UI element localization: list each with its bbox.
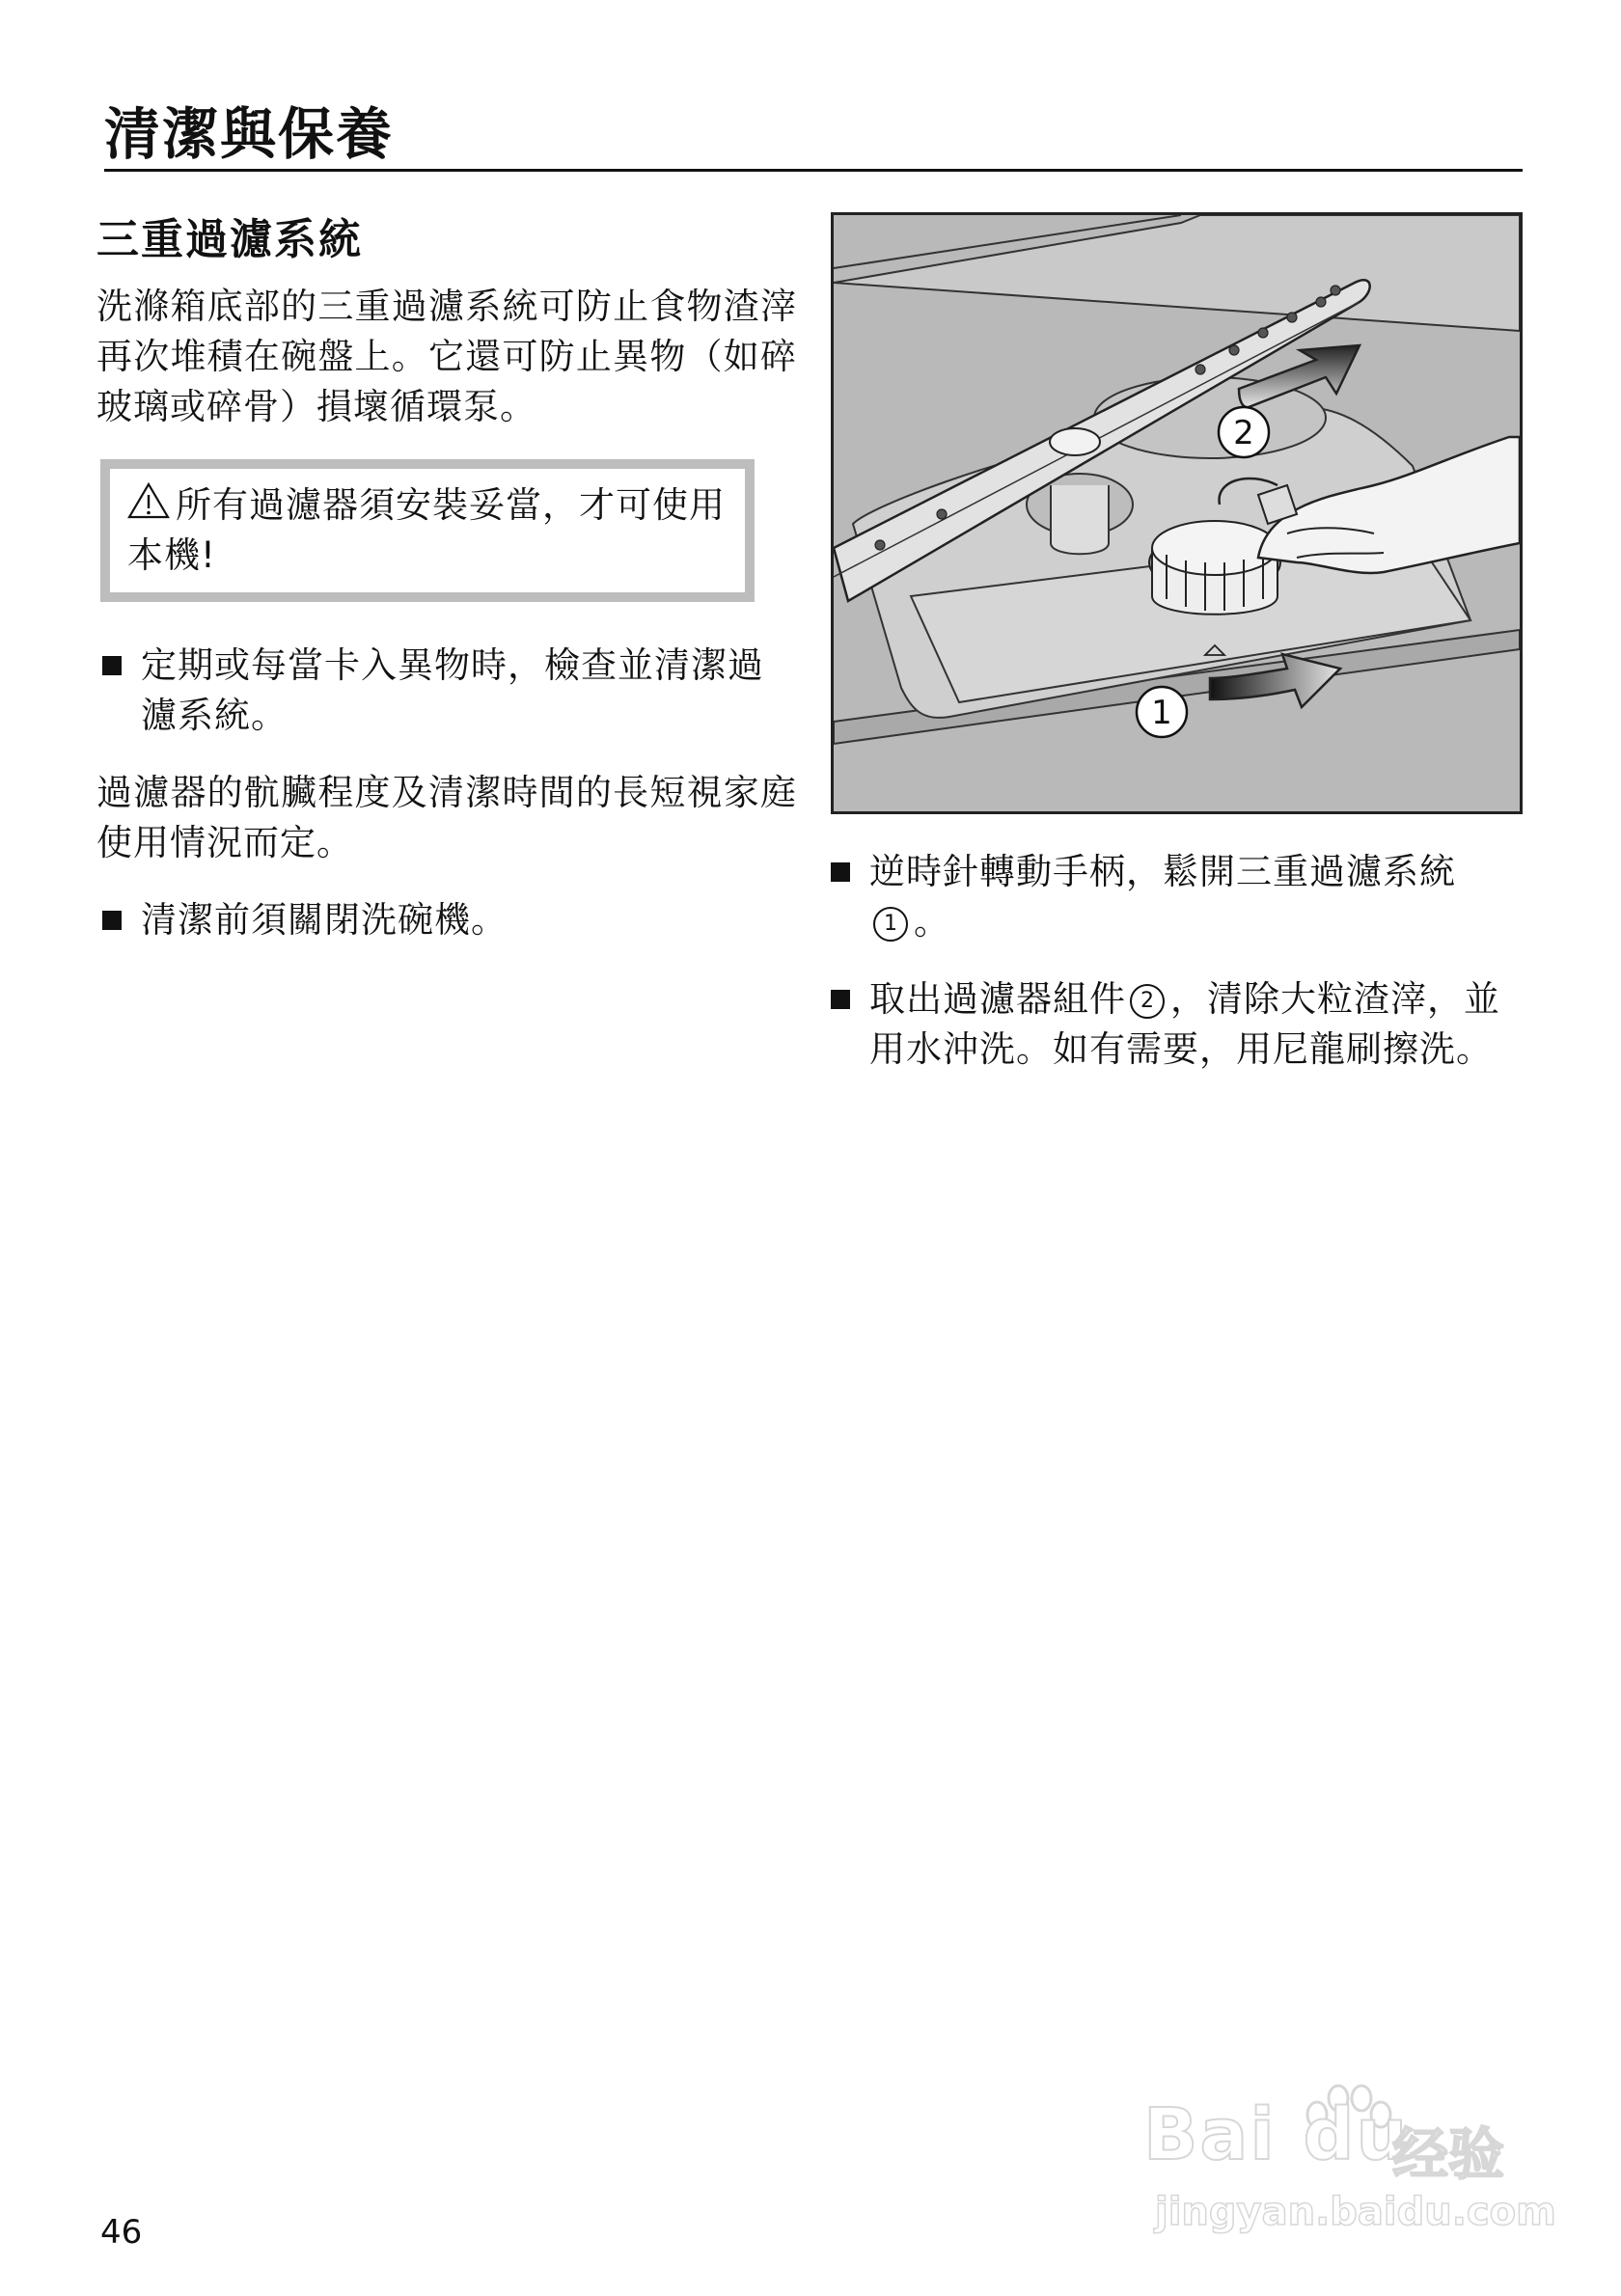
callout-2: 2	[1233, 414, 1254, 452]
page-number: 46	[100, 2213, 143, 2252]
left-column	[96, 282, 797, 972]
right-column	[825, 847, 1525, 1102]
bullet-text: 定期或每當卡入異物時，檢查並清潔過濾系統。	[141, 644, 764, 736]
bullet-end: 。	[914, 901, 950, 943]
callout-1: 1	[1151, 694, 1172, 732]
bullet-text-start: 取出過濾器組件	[869, 978, 1126, 1020]
bullet-square-icon	[831, 990, 850, 1009]
bullet-text: 清潔前須關閉洗碗機。	[141, 899, 508, 941]
bullet-square-icon	[102, 656, 122, 675]
step-1-marker: 1	[873, 907, 908, 942]
bullet-text: ，清除大粒渣滓，並用水沖洗。如有需要，用尼龍刷擦洗。	[869, 978, 1500, 1070]
bullet-square-icon	[831, 862, 850, 882]
section-heading: 三重過濾系統	[96, 215, 363, 264]
note-paragraph: 過濾器的骯臟程度及清潔時間的長短視家庭使用情況而定。	[96, 772, 797, 863]
list-item	[96, 895, 797, 945]
baidu-watermark	[1143, 2074, 1556, 2257]
watermark-url: jingyan.baidu.com	[1155, 2190, 1556, 2234]
watermark-cn: 经验	[1392, 2121, 1505, 2187]
warning-text-wrap	[127, 480, 729, 581]
intro-paragraph: 洗滌箱底部的三重過濾系統可防止食物渣滓再次堆積在碗盤上。它還可防止異物（如碎玻璃或碎骨）損壞循環泵。	[96, 286, 797, 427]
watermark-brand: Bai du	[1143, 2093, 1410, 2176]
step-2-marker: 2	[1130, 984, 1165, 1019]
illustration-svg	[834, 215, 1520, 811]
page-title: 清潔與保養	[104, 101, 395, 167]
list-item	[825, 847, 1525, 947]
bullet-text: 逆時針轉動手柄，鬆開三重過濾系統	[869, 851, 1456, 892]
warning-box	[100, 459, 755, 602]
filter-illustration	[831, 212, 1523, 814]
warning-text: 所有過濾器須安裝妥當，才可使用本機!	[127, 484, 726, 576]
warning-triangle-icon	[127, 482, 170, 519]
bullet-square-icon	[102, 911, 122, 930]
list-item	[825, 974, 1525, 1075]
list-item	[96, 641, 797, 741]
title-divider	[104, 169, 1523, 172]
